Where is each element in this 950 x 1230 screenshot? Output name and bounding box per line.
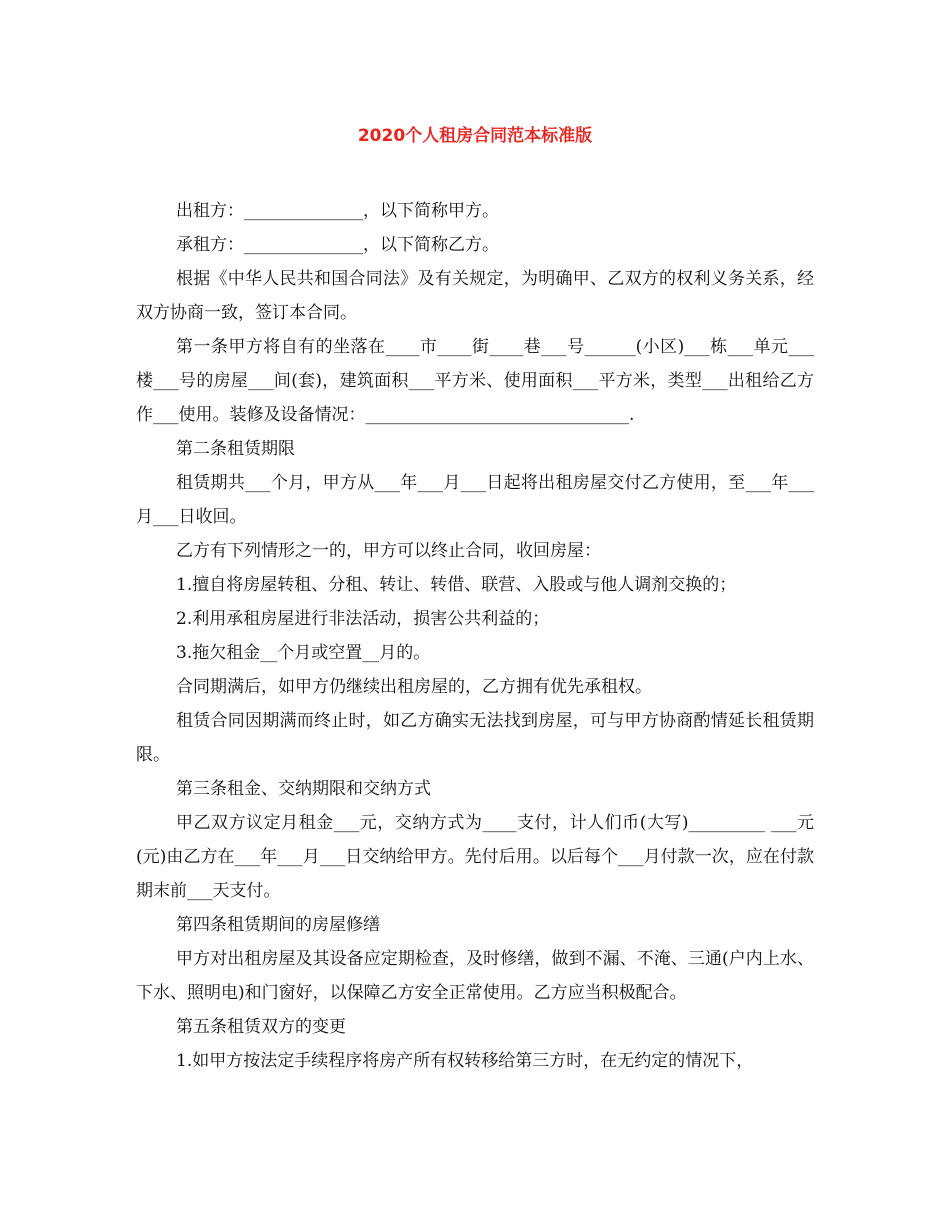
paragraph-article-1: 第一条甲方将自有的坐落在____市____街____巷___号______(小区)___栋___单元___楼___号的房屋___间(套)，建筑面积___平方米、使用面积___平方米，类型___出租给乙方作___使用。装修及设备情况：_______________________________.	[136, 337, 814, 425]
heading-article-5: 第五条租赁双方的变更	[176, 1017, 346, 1037]
paragraph-ownership-transfer: 1.如甲方按法定手续程序将房产所有权转移给第三方时，在无约定的情况下，	[176, 1051, 754, 1071]
list-item-termination-3: 3.拖欠租金__个月或空置__月的。	[176, 643, 431, 663]
paragraph-repairs: 甲方对出租房屋及其设备应定期检查，及时修缮，做到不漏、不淹、三通(户内上水、下水、照明电)和门窗好，以保障乙方安全正常使用。乙方应当积极配合。	[136, 949, 814, 1003]
paragraph-termination-intro: 乙方有下列情形之一的，甲方可以终止合同，收回房屋：	[176, 541, 601, 561]
heading-article-3: 第三条租金、交纳期限和交纳方式	[176, 779, 431, 799]
paragraph-extension: 租赁合同因期满而终止时，如乙方确实无法找到房屋，可与甲方协商酌情延长租赁期限。	[136, 711, 814, 765]
paragraph-rent-payment: 甲乙双方议定月租金___元，交纳方式为____支付，计人们币(大写)_________ ___元(元)由乙方在___年___月___日交纳给甲方。先付后用。以后每个___月付款一次，应在付款期末前___天支付。	[136, 813, 814, 901]
list-item-termination-1: 1.擅自将房屋转租、分租、转让、转借、联营、入股或与他人调剂交换的；	[176, 575, 737, 595]
paragraph-lease-term: 租赁期共___个月，甲方从___年___月___日起将出租房屋交付乙方使用，至___年___月___日收回。	[136, 473, 814, 527]
paragraph-preamble: 根据《中华人民共和国合同法》及有关规定，为明确甲、乙双方的权利义务关系，经双方协商一致，签订本合同。	[136, 269, 814, 323]
paragraph-lessee: 承租方：______________，以下简称乙方。	[176, 235, 499, 255]
heading-article-4: 第四条租赁期间的房屋修缮	[176, 915, 380, 935]
list-item-termination-2: 2.利用承租房屋进行非法活动，损害公共利益的；	[176, 609, 550, 629]
document-body	[136, 194, 814, 1078]
paragraph-renewal-priority: 合同期满后，如甲方仍继续出租房屋的，乙方拥有优先承租权。	[176, 677, 652, 697]
document-title: 2020个人租房合同范本标准版	[357, 126, 593, 146]
paragraph-lessor: 出租方：______________，以下简称甲方。	[176, 201, 499, 221]
heading-article-2: 第二条租赁期限	[176, 439, 295, 459]
